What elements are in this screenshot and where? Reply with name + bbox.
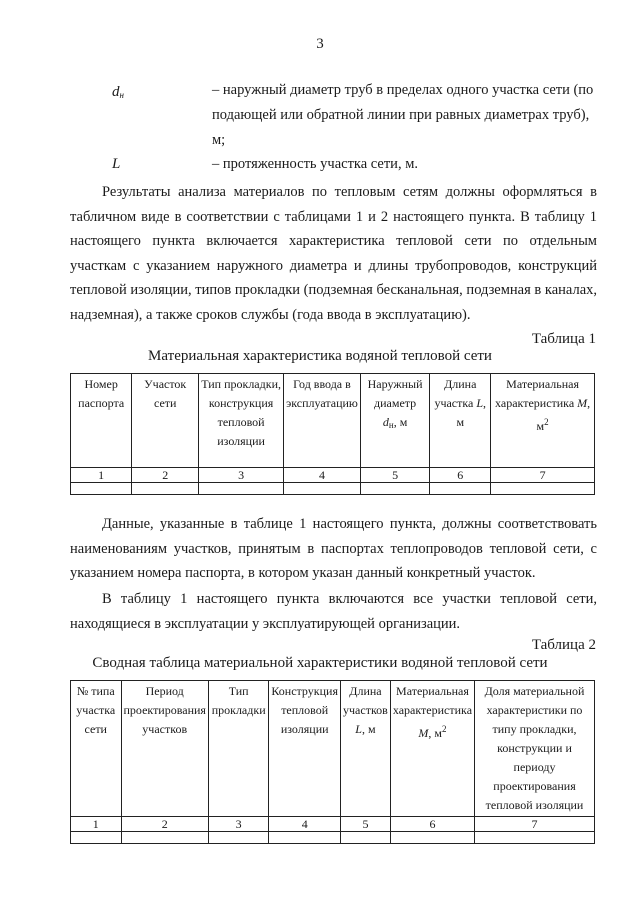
- table2-col-number: 2: [121, 817, 208, 832]
- table2-header-length: Длина участков L, м: [340, 681, 390, 817]
- table2-empty-cell: [340, 832, 390, 844]
- table1-empty-row: [71, 483, 595, 495]
- table2-label: Таблица 2: [531, 637, 596, 653]
- table1-col-number: 7: [491, 468, 595, 483]
- table2-empty-cell: [475, 832, 595, 844]
- table2-col-number: 5: [340, 817, 390, 832]
- table1-header-material: Материальная характеристика M, $м^2$: [491, 374, 595, 468]
- table1-col-number: 3: [199, 468, 284, 483]
- table1-col-number: 2: [132, 468, 199, 483]
- paragraph-results: Результаты анализа материалов по тепловым сетям должны оформляться в табличном виде в соответствии с таблицами 1 и 2 настоящего пункта. В таблицу 1 настоящего пункта включается характеристика тепловой сети по отдельным участкам с указанием наружного диаметра и длины трубопроводов, конструкций тепловой изоляции, типов прокладки (подземная бесканальная, подземная в каналах, надземная), а также сроков службы (года ввода в эксплуатацию).: [70, 184, 598, 323]
- page-number: 3: [316, 36, 324, 52]
- table2-col-number: 7: [475, 817, 595, 832]
- paragraph-all-sections: В таблицу 1 настоящего пункта включаются все участки тепловой сети, находящиеся в эксплуатации у эксплуатирующей организации.: [70, 591, 597, 632]
- table1-label: Таблица 1: [531, 331, 596, 347]
- table2-empty-cell: [208, 832, 268, 844]
- table1-empty-cell: [132, 483, 199, 495]
- table2-header-row: [71, 681, 595, 817]
- definition-text-l: – протяженность участка сети, м.: [212, 156, 418, 172]
- definition-text-d: – наружный диаметр труб в пределах одного участка сети (по подающей или обратной линии при равных диаметрах труб), м;: [212, 82, 594, 148]
- table1-empty-cell: [199, 483, 284, 495]
- table1-header-length: Длина участка L, м: [430, 374, 491, 468]
- table1-header-row: [71, 374, 595, 468]
- table2-header-laying-type: Тип прокладки: [208, 681, 268, 817]
- table1-header-laying-type: Тип прокладки, конструкция тепловой изоляции: [199, 374, 284, 468]
- table2-col-number: 1: [71, 817, 122, 832]
- table1-col-number: 5: [360, 468, 429, 483]
- table1-header-section: Участок сети: [132, 374, 199, 468]
- table1-empty-cell: [71, 483, 132, 495]
- table2-empty-cell: [390, 832, 474, 844]
- table2-empty-row: [71, 832, 595, 844]
- table1-empty-cell: [284, 483, 361, 495]
- table2-col-number: 4: [269, 817, 341, 832]
- table2-col-number: 3: [208, 817, 268, 832]
- table1-empty-cell: [360, 483, 429, 495]
- table1-empty-cell: [491, 483, 595, 495]
- table-2: [70, 680, 595, 844]
- table2-header-type-number: № типа участка сети: [71, 681, 122, 817]
- table1-number-row: [71, 468, 595, 483]
- table1-col-number: 1: [71, 468, 132, 483]
- table2-caption: Сводная таблица материальной характеристики водяной тепловой сети: [92, 655, 548, 671]
- table1-col-number: 4: [284, 468, 361, 483]
- table2-header-insulation: Конструкция тепловой изоляции: [269, 681, 341, 817]
- table2-header-design-period: Период проектирования участков: [121, 681, 208, 817]
- table2-empty-cell: [121, 832, 208, 844]
- table2-header-share: Доля материальной характеристики по типу прокладки, конструкции и периоду проектирования тепловой изоляции: [475, 681, 595, 817]
- table-1: [70, 373, 595, 495]
- table2-header-material: Материальная характеристика M, $м^2$: [390, 681, 474, 817]
- table2-empty-cell: [71, 832, 122, 844]
- table1-caption: Материальная характеристика водяной тепловой сети: [148, 348, 492, 364]
- definition-symbol-l: L: [112, 156, 121, 172]
- table1-empty-cell: [430, 483, 491, 495]
- table2-number-row: [71, 817, 595, 832]
- table2-empty-cell: [269, 832, 341, 844]
- paragraph-data-match: Данные, указанные в таблице 1 настоящего пункта, должны соответствовать наименованиям участков, принятым в паспортах теплопроводов тепловой сети, с указанием номера паспорта, в котором указан данный конкретный участок.: [70, 516, 597, 581]
- definition-symbol-d: $d_н$: [112, 84, 124, 100]
- table2-col-number: 6: [390, 817, 474, 832]
- table1-header-year: Год ввода в эксплуатацию: [284, 374, 361, 468]
- table1-col-number: 6: [430, 468, 491, 483]
- table1-header-diameter: Наружный диаметр $d_н$, м: [360, 374, 429, 468]
- table1-header-passport: Номер паспорта: [71, 374, 132, 468]
